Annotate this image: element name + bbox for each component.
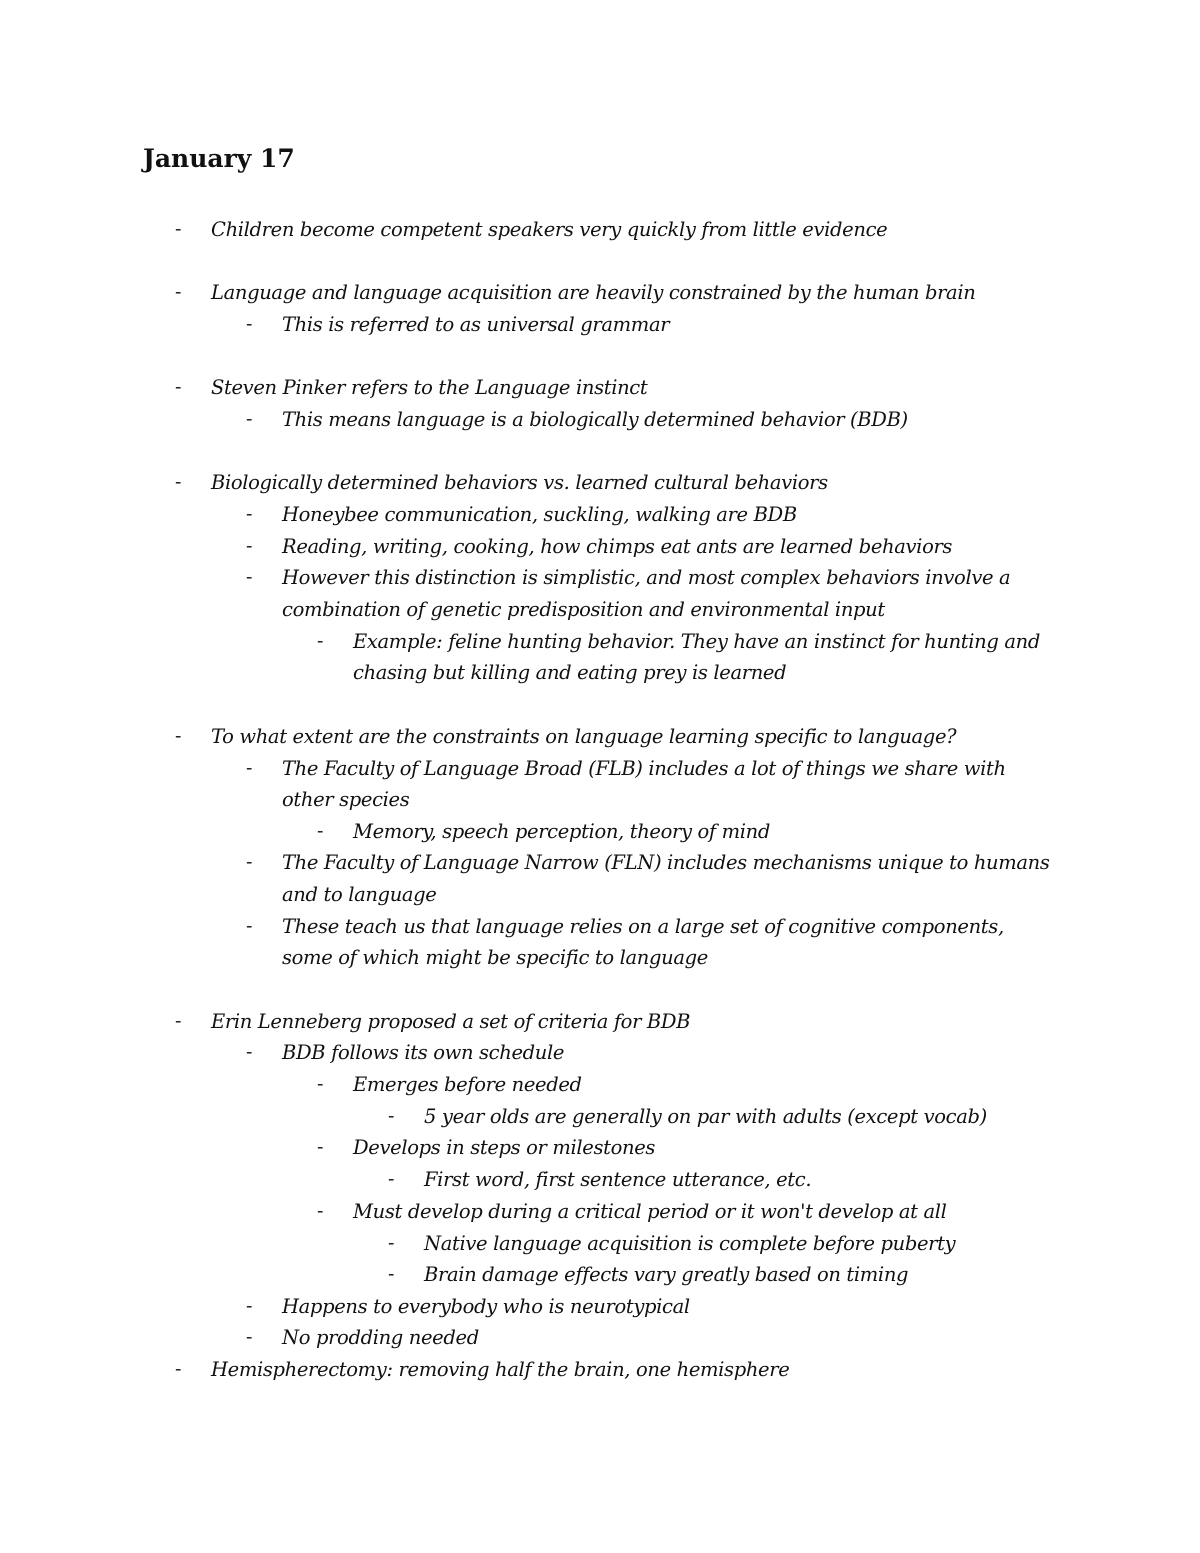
note-line — [0, 404, 1200, 435]
note-text: Brain damage effects vary greatly based on timing — [424, 1263, 909, 1286]
bullet-dash: - — [246, 313, 253, 335]
note-text: and to language — [282, 883, 437, 906]
note-text: Develops in steps or milestones — [353, 1136, 656, 1159]
note-text: Native language acquisition is complete before puberty — [424, 1232, 956, 1255]
note-text: However this distinction is simplistic, and most complex behaviors involve a — [282, 566, 1011, 589]
note-text: Biologically determined behaviors vs. learned cultural behaviors — [211, 471, 828, 494]
note-line — [0, 657, 1200, 688]
bullet-dash: - — [317, 820, 324, 842]
note-line — [0, 1132, 1200, 1163]
note-text: This is referred to as universal grammar — [282, 313, 670, 336]
note-text: Happens to everybody who is neurotypical — [282, 1295, 690, 1318]
note-line — [0, 214, 1200, 245]
note-text: Erin Lenneberg proposed a set of criteria for BDB — [211, 1010, 691, 1033]
note-text: To what extent are the constraints on language learning specific to language? — [211, 725, 957, 748]
bullet-dash: - — [175, 725, 182, 747]
bullet-dash: - — [246, 535, 253, 557]
bullet-dash: - — [388, 1105, 395, 1127]
note-line — [0, 277, 1200, 308]
note-line — [0, 309, 1200, 340]
note-line — [0, 467, 1200, 498]
note-line — [0, 753, 1200, 784]
bullet-dash: - — [246, 915, 253, 937]
bullet-dash: - — [175, 1358, 182, 1380]
bullet-dash: - — [175, 471, 182, 493]
note-line — [0, 784, 1200, 815]
note-line — [0, 1196, 1200, 1227]
note-line — [0, 1006, 1200, 1037]
note-line — [0, 1291, 1200, 1322]
note-line — [0, 1069, 1200, 1100]
note-text: Steven Pinker refers to the Language instinct — [211, 376, 648, 399]
bullet-dash: - — [246, 757, 253, 779]
bullet-dash: - — [246, 566, 253, 588]
note-text: Example: feline hunting behavior. They have an instinct for hunting and — [353, 630, 1040, 653]
bullet-dash: - — [246, 1041, 253, 1063]
bullet-dash: - — [246, 503, 253, 525]
bullet-dash: - — [246, 1295, 253, 1317]
note-line — [0, 911, 1200, 942]
note-line — [0, 531, 1200, 562]
bullet-dash: - — [175, 281, 182, 303]
note-text: The Faculty of Language Narrow (FLN) includes mechanisms unique to humans — [282, 851, 1050, 874]
note-text: Hemispherectomy: removing half the brain, one hemisphere — [211, 1358, 790, 1381]
note-line — [0, 1101, 1200, 1132]
page-title: January 17 — [143, 144, 295, 173]
note-line — [0, 626, 1200, 657]
note-text: Honeybee communication, suckling, walking are BDB — [282, 503, 797, 526]
note-line — [0, 1228, 1200, 1259]
bullet-dash: - — [317, 1136, 324, 1158]
bullet-dash: - — [388, 1168, 395, 1190]
bullet-dash: - — [246, 1326, 253, 1348]
note-text: Language and language acquisition are heavily constrained by the human brain — [211, 281, 976, 304]
note-text: No prodding needed — [282, 1326, 479, 1349]
note-line — [0, 562, 1200, 593]
note-text: Must develop during a critical period or it won't develop at all — [353, 1200, 947, 1223]
note-line — [0, 721, 1200, 752]
note-line — [0, 499, 1200, 530]
bullet-dash: - — [246, 851, 253, 873]
note-text: some of which might be specific to language — [282, 946, 708, 969]
note-line — [0, 372, 1200, 403]
bullet-dash: - — [246, 408, 253, 430]
bullet-dash: - — [175, 376, 182, 398]
bullet-dash: - — [388, 1232, 395, 1254]
bullet-dash: - — [388, 1263, 395, 1285]
bullet-dash: - — [175, 1010, 182, 1032]
note-text: combination of genetic predisposition and environmental input — [282, 598, 885, 621]
note-text: Memory, speech perception, theory of mind — [353, 820, 770, 843]
note-text: other species — [282, 788, 410, 811]
note-text: BDB follows its own schedule — [282, 1041, 565, 1064]
note-text: First word, first sentence utterance, etc. — [424, 1168, 812, 1191]
note-line — [0, 1037, 1200, 1068]
note-text: Emerges before needed — [353, 1073, 582, 1096]
note-text: 5 year olds are generally on par with adults (except vocab) — [424, 1105, 987, 1128]
note-line — [0, 879, 1200, 910]
note-line — [0, 816, 1200, 847]
note-text: chasing but killing and eating prey is learned — [353, 661, 787, 684]
note-line — [0, 942, 1200, 973]
note-line — [0, 847, 1200, 878]
note-line — [0, 1259, 1200, 1290]
note-text: Children become competent speakers very quickly from little evidence — [211, 218, 888, 241]
note-text: Reading, writing, cooking, how chimps eat ants are learned behaviors — [282, 535, 953, 558]
bullet-dash: - — [317, 1073, 324, 1095]
note-line — [0, 594, 1200, 625]
bullet-dash: - — [317, 1200, 324, 1222]
note-line — [0, 1164, 1200, 1195]
note-line — [0, 1354, 1200, 1385]
note-text: These teach us that language relies on a large set of cognitive components, — [282, 915, 1004, 938]
bullet-dash: - — [317, 630, 324, 652]
bullet-dash: - — [175, 218, 182, 240]
note-line — [0, 1322, 1200, 1353]
note-text: The Faculty of Language Broad (FLB) includes a lot of things we share with — [282, 757, 1006, 780]
note-text: This means language is a biologically determined behavior (BDB) — [282, 408, 908, 431]
